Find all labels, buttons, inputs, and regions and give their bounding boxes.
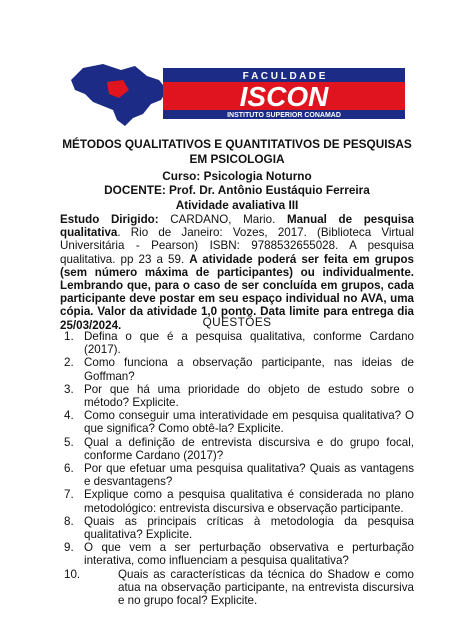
question-number: 1. bbox=[64, 330, 74, 343]
activity-line: Atividade avaliativa III bbox=[175, 198, 299, 212]
question-number: 8. bbox=[64, 514, 74, 528]
question-text: Como funciona a observação participante, nas ideias de Goffman? bbox=[84, 356, 414, 383]
question-text: Quais as principais críticas à metodologia da pesquisa qualitativa? Explicite. bbox=[84, 514, 414, 542]
question-number: 4. bbox=[64, 409, 74, 423]
question-text: Como conseguir uma interatividade em pesquisa qualitativa? O que significa? Como obtê-la? Explicite. bbox=[84, 409, 414, 436]
question-text: Explique como a pesquisa qualitativa é considerada no plano metodológico: entrevista discursiva e observação participante. bbox=[84, 488, 414, 515]
document-title: MÉTODOS QUALITATIVOS E QUANTITATIVOS DE PESQUISAS EM PSICOLOGIA bbox=[62, 137, 412, 166]
question-item bbox=[60, 330, 414, 356]
question-item bbox=[60, 383, 414, 409]
logo-tagline-text: INSTITUTO SUPERIOR CONAMAD bbox=[227, 112, 341, 119]
teacher-line: DOCENTE: Prof. Dr. Antônio Eustáquio Ferreira bbox=[104, 183, 370, 197]
question-number: 5. bbox=[64, 435, 74, 449]
question-item bbox=[60, 462, 414, 488]
reference-title: Manual de pesquisa qualitativa bbox=[60, 213, 414, 240]
question-item bbox=[60, 356, 414, 382]
logo-brand-text: ISCON bbox=[239, 81, 329, 112]
question-item bbox=[60, 488, 414, 514]
instructions-text: A atividade poderá ser feita em grupos (sem número máxima de participantes) ou individualmente. Lembrando que, para o caso de ser concluída em grupos, cada participante deve postar em seu espaço individual no AVA, uma cópia. Valor da atividade 1,0 ponto. Data limite para entrega dia 25/03/2024. bbox=[60, 252, 414, 332]
course-line: Curso: Psicologia Noturno bbox=[162, 169, 312, 183]
question-item bbox=[60, 436, 414, 462]
question-number: 10. bbox=[64, 567, 81, 581]
question-number: 9. bbox=[64, 541, 74, 555]
question-item bbox=[60, 515, 414, 541]
question-text: Quais as características da técnica do Shadow e como atua na observação participante, na entrevista discursiva e no grupo focal? Explicite. bbox=[118, 567, 414, 608]
question-text: O que vem a ser perturbação observativa e perturbação interativa, como influenciam a pesquisa qualitativa? bbox=[84, 541, 414, 568]
question-item bbox=[60, 409, 414, 435]
question-item bbox=[60, 541, 414, 567]
study-label: Estudo Dirigido: bbox=[60, 213, 159, 226]
question-text: Qual a definição de entrevista discursiva e do grupo focal, conforme Cardano (2017)? bbox=[84, 435, 414, 462]
questions-list bbox=[60, 330, 414, 607]
study-paragraph bbox=[60, 213, 414, 332]
reference-details: . Rio de Janeiro: Vozes, 2017. (Biblioteca Virtual Universitária - Pearson) ISBN: 9788532655028. A pesquisa qualitativa. pp 23 a 59. bbox=[60, 226, 414, 266]
question-number: 7. bbox=[64, 488, 74, 502]
question-number: 2. bbox=[64, 356, 74, 370]
question-text: Por que há uma prioridade do objeto de estudo sobre o método? Explicite. bbox=[84, 382, 414, 410]
question-text: Defina o que é a pesquisa qualitativa, conforme Cardano (2017). bbox=[84, 330, 414, 357]
question-text: Por que efetuar uma pesquisa qualitativa? Quais as vantagens e desvantagens? bbox=[84, 462, 414, 489]
logo-faculdade-text: F A C U L D A D E bbox=[242, 71, 326, 82]
question-number: 6. bbox=[64, 462, 74, 476]
question-number: 3. bbox=[64, 382, 74, 396]
faculdade-iscon-logo bbox=[63, 60, 409, 128]
questions-heading: QUESTÕES bbox=[202, 315, 272, 329]
question-item bbox=[60, 568, 414, 608]
reference-author: CARDANO, Mario. bbox=[158, 213, 287, 226]
